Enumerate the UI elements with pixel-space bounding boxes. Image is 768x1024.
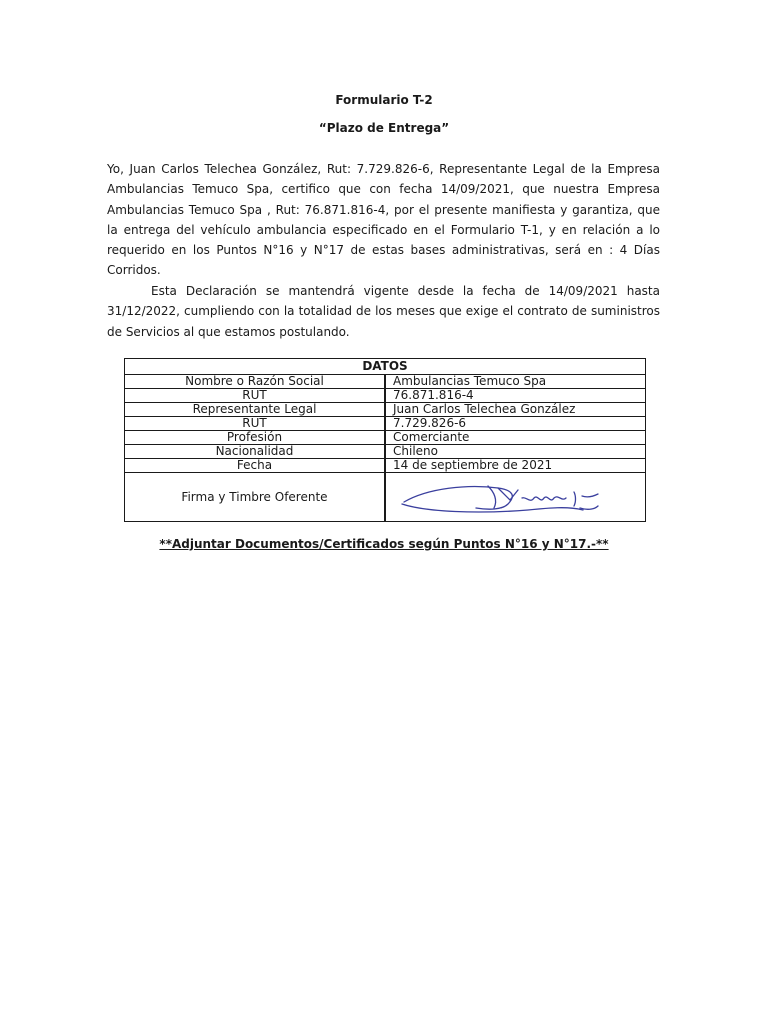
row-value-representante: Juan Carlos Telechea González (385, 403, 646, 417)
table-row (125, 389, 646, 403)
row-value-rut-representante: 7.729.826-6 (385, 417, 646, 431)
table-header-row (125, 359, 646, 375)
row-label-rut-empresa: RUT (125, 389, 386, 403)
form-title: Formulario T-2 (335, 93, 433, 107)
row-value-nacionalidad: Chileno (385, 445, 646, 459)
declaration-paragraph: Yo, Juan Carlos Telechea González, Rut: 7.729.826-6, Representante Legal de la Empresa Ambulancias Temuco Spa, certifico que con fecha 14/09/2021, que nuestra Empresa Ambulancias Temuco Spa , Rut: 76.871.816-4, por el presente manifiesta y garantiza, que la entrega del vehículo ambulancia especificado en el Formulario T-1, y en relación a lo requerido en los Puntos N°16 y N°17 de estas bases administrativas, será en : 4 Días Corridos. (107, 162, 660, 278)
table-row (125, 431, 646, 445)
row-label-razon-social: Nombre o Razón Social (125, 375, 386, 389)
row-label-nacionalidad: Nacionalidad (125, 445, 386, 459)
table-row (125, 375, 646, 389)
attachment-note: **Adjuntar Documentos/Certificados según Puntos N°16 y N°17.-** (159, 537, 609, 551)
row-value-profesion: Comerciante (385, 431, 646, 445)
row-label-rut-representante: RUT (125, 417, 386, 431)
table-row (125, 459, 646, 473)
table-header: DATOS (125, 359, 646, 375)
table-row-signature (125, 473, 646, 522)
data-table (124, 358, 646, 522)
table-row (125, 417, 646, 431)
row-value-fecha: 14 de septiembre de 2021 (385, 459, 646, 473)
form-subtitle: “Plazo de Entrega” (318, 121, 450, 135)
table-row (125, 403, 646, 417)
signature-cell (385, 473, 646, 522)
table-row (125, 445, 646, 459)
row-value-razon-social: Ambulancias Temuco Spa (385, 375, 646, 389)
row-label-representante: Representante Legal (125, 403, 386, 417)
row-label-fecha: Fecha (125, 459, 386, 473)
row-label-firma: Firma y Timbre Oferente (125, 473, 386, 522)
row-label-profesion: Profesión (125, 431, 386, 445)
handwritten-signature (398, 476, 604, 520)
validity-paragraph: Esta Declaración se mantendrá vigente desde la fecha de 14/09/2021 hasta 31/12/2022, cumpliendo con la totalidad de los meses que exige el contrato de suministros de Servicios al que estamos postulando. (107, 284, 660, 339)
row-value-rut-empresa: 76.871.816-4 (385, 389, 646, 403)
